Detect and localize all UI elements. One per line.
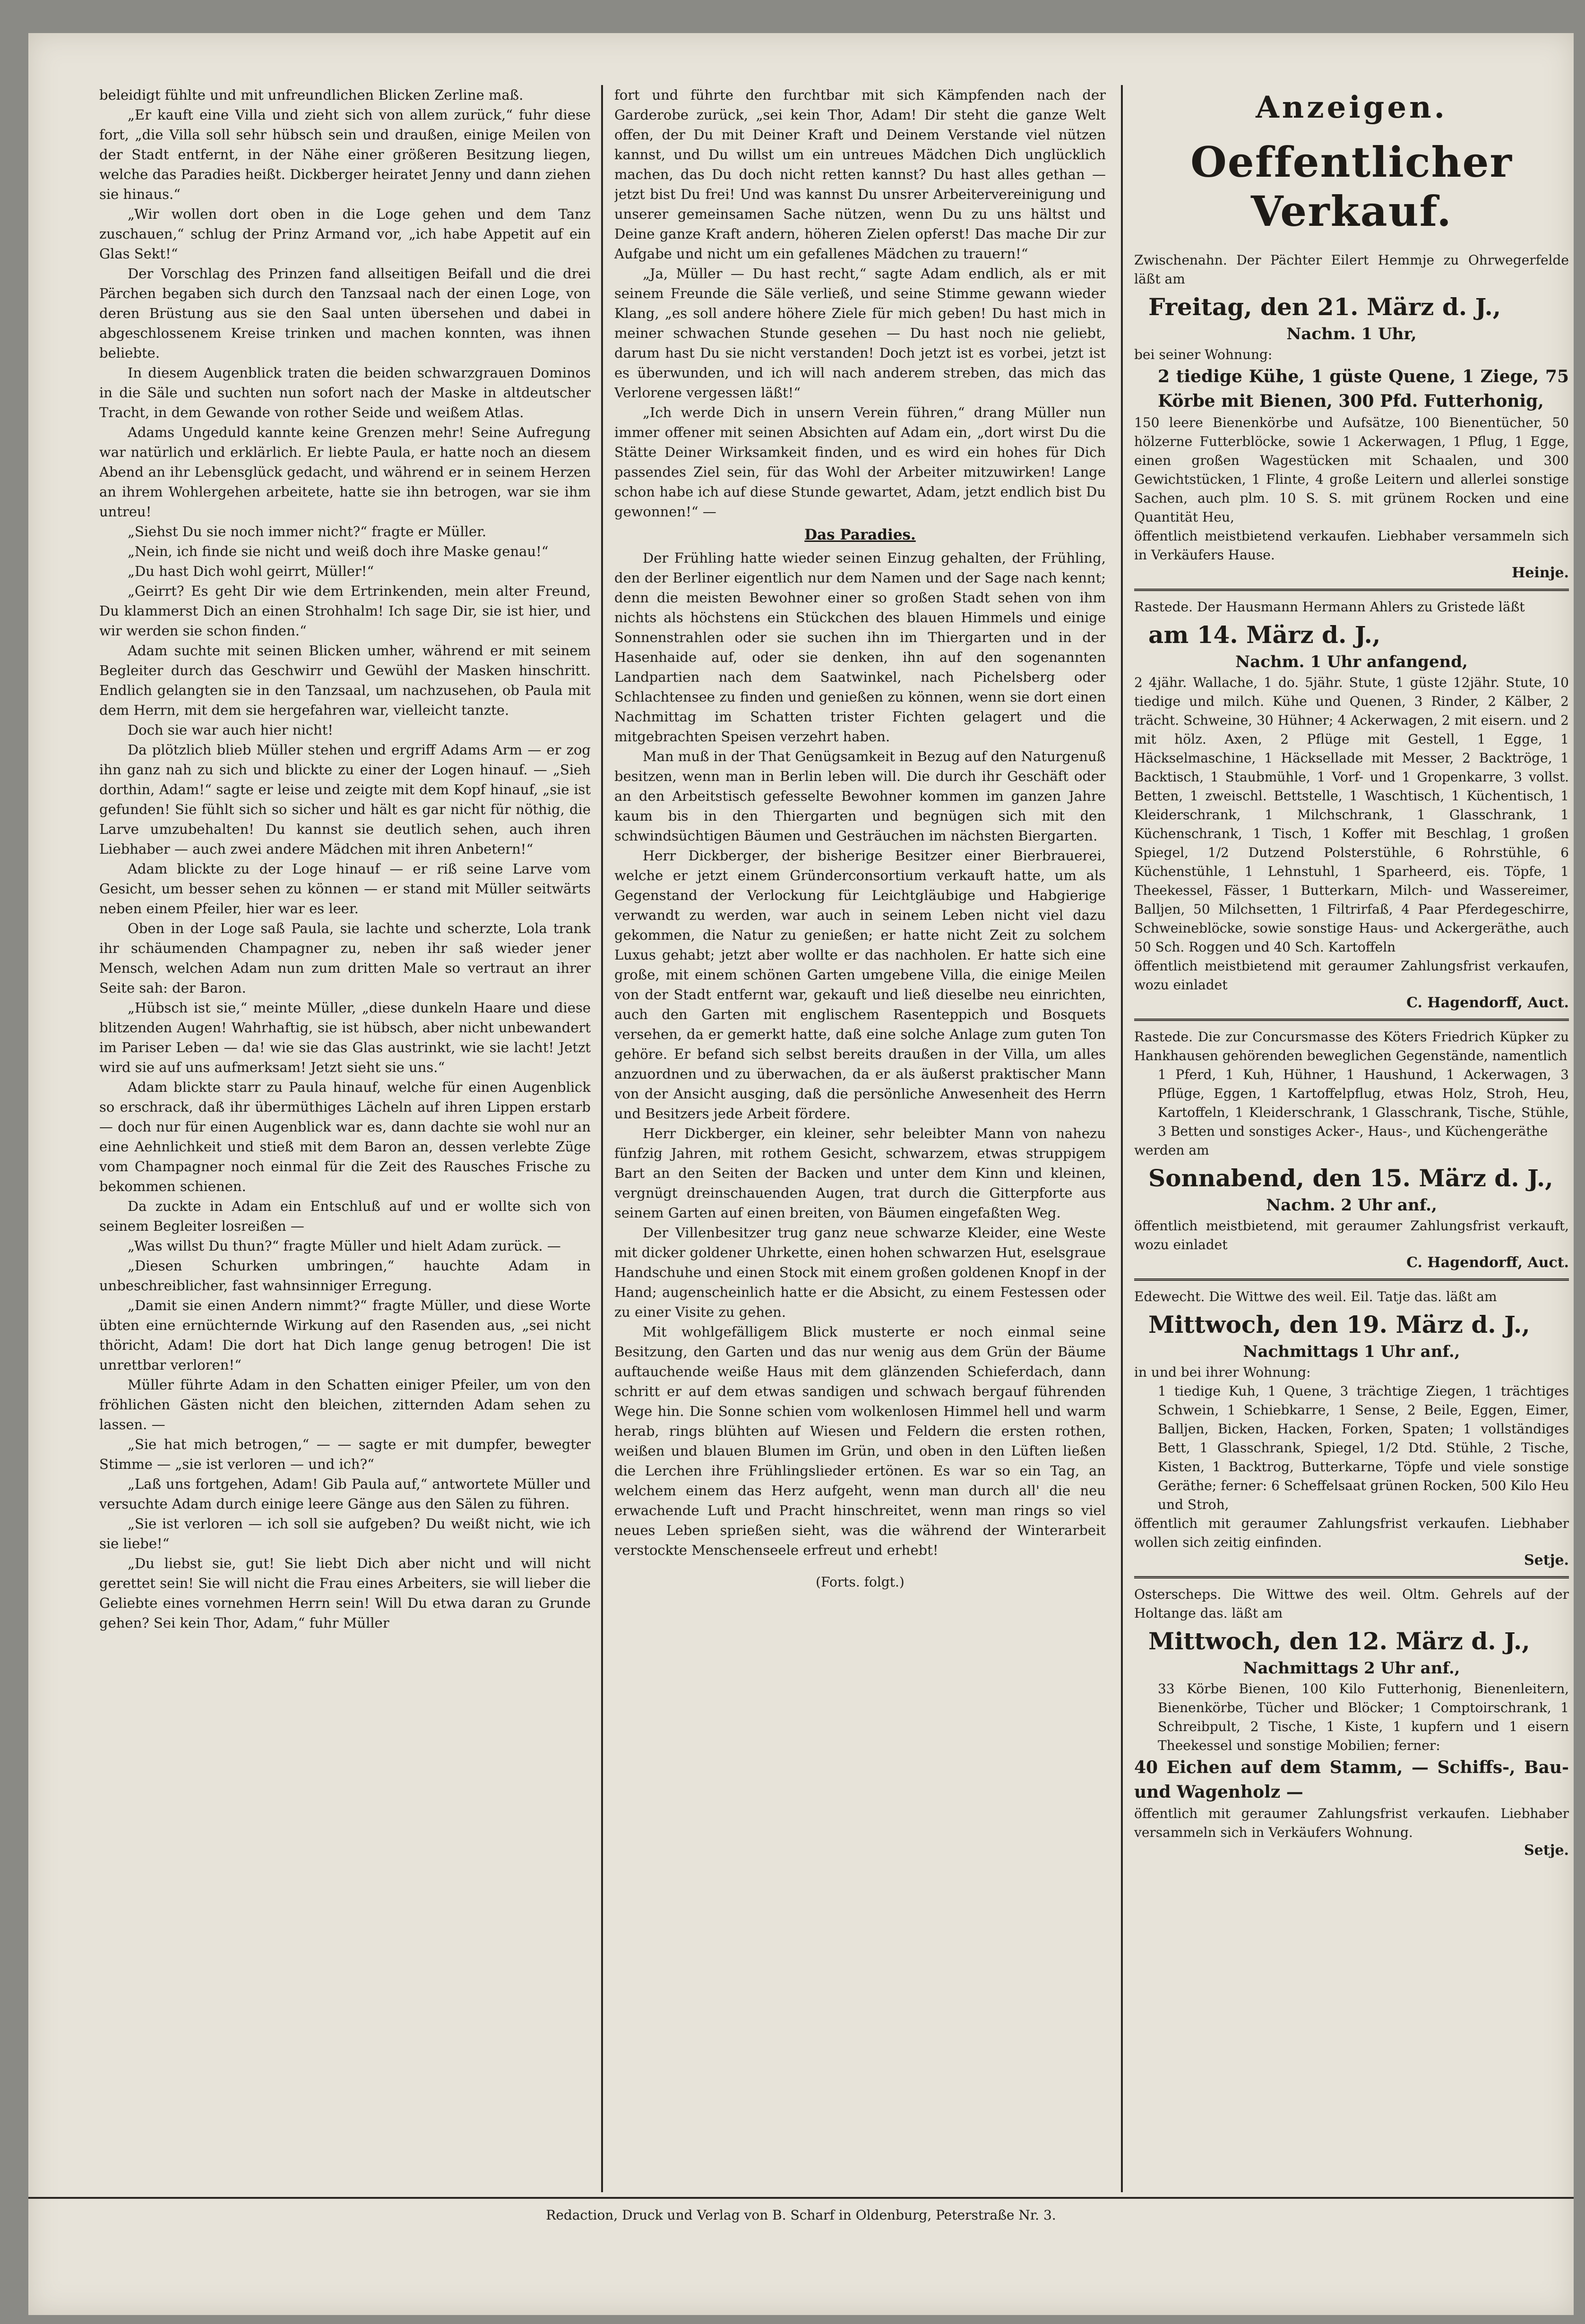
ad-signature: Setje. — [1524, 1552, 1569, 1569]
sale-heading: Oeffentlicher Verkauf. — [1190, 137, 1513, 236]
story-paragraph: Oben in der Loge saß Paula, sie lachte und scherzte, Lola trank ihr schäumenden Champagner zu, neben ihr saß wieder jener Mensch, welchen Adam nun zum dritten Male so vertraut an ihrer Seite sah: der Baron. — [99, 920, 591, 996]
story-paragraph: Müller führte Adam in den Schatten einiger Pfeiler, um von den fröhlichen Gästen nicht den bleichen, zitternden Adam sehen zu lassen. — — [99, 1377, 591, 1432]
story-paragraph: „Ja, Müller — Du hast recht,“ sagte Adam endlich, als er mit seinem Freunde die Säle verließ, und seine Stimme gewann wieder Klang, „es soll andere höhere Ziele für mich geben! Du hast mich in meiner schwachen Stunde gesehen — Du hast noch nie geliebt, darum hast Du sie nicht verstanden! Doch jetzt ist es vorbei, jetzt ist es überwunden, und ich will nach anderem streben, das mich das Verlorene vergessen läßt!“ — [614, 266, 1106, 401]
story-paragraph: Doch sie war auch hier nicht! — [128, 722, 334, 738]
ad-signature: C. Hagendorff, Auct. — [1406, 995, 1569, 1011]
story-paragraph: Der Vorschlag des Prinzen fand allseitigen Beifall und die drei Pärchen begaben sich durch den Tanzsaal nach der einen Loge, von deren Brüstung aus sie den Saal unten übersehen und dabei in abgeschlossenem Kreise trinken und machen konnten, was ihnen beliebte. — [99, 266, 591, 361]
ad-intro: Rastede. Die zur Concursmasse des Köters Friedrich Küpker zu Hankhausen gehörenden beweglichen Gegenstände, namentlich — [1134, 1029, 1569, 1063]
ad-terms: öffentlich meistbietend mit geraumer Zahlungsfrist verkaufen, wozu einladet — [1134, 958, 1569, 993]
ad-date: Freitag, den 21. März d. J., — [1148, 293, 1501, 321]
story-paragraph: Da zuckte in Adam ein Entschluß auf und er wollte sich von seinem Begleiter losreißen — — [99, 1198, 591, 1234]
story-paragraph: „Was willst Du thun?“ fragte Müller und hielt Adam zurück. — — [128, 1238, 561, 1254]
ad-place: in und bei ihrer Wohnung: — [1134, 1364, 1311, 1380]
story-paragraph: „Sie ist verloren — ich soll sie aufgeben? Du weißt nicht, wie ich sie liebe!“ — [99, 1516, 591, 1552]
ad-items: 150 leere Bienenkörbe und Aufsätze, 100 Bienentücher, 50 hölzerne Futterblöcke, sowie 1 Ackerwagen, 1 Pflug, 1 Egge, einen großen Wagestücken mit Schaalen, und 300 Gewichtstücken, 1 Flinte, 4 große Leitern und allerlei sonstige Sachen, auch plm. 10 S. S. mit grünem Rocken und eine Quantität Heu, — [1134, 415, 1569, 525]
story-paragraph: Da plötzlich blieb Müller stehen und ergriff Adams Arm — er zog ihn ganz nah zu sich und blickte zu einer der Logen hinauf. — „Sieh dorthin, Adam!“ sagte er leise und zeigte mit dem Kopf hinauf, „sie ist gefunden! Sie fühlt sich so sicher und hält es gar nicht für nöthig, die Larve umzubehalten! Du kannst sie deutlich sehen, auch ihren Liebhaber — auch zwei andere Mädchen mit ihren Anbetern!“ — [99, 742, 591, 857]
continued-note: (Forts. folgt.) — [816, 1574, 904, 1590]
ad-intro: Zwischenahn. Der Pächter Eilert Hemmje zu Ohrwegerfelde läßt am — [1134, 252, 1569, 287]
ad-items: 1 Pferd, 1 Kuh, Hühner, 1 Haushund, 1 Ackerwagen, 3 Pflüge, Eggen, 1 Kartoffelpflug, etwas Holz, Stroh, Heu, Kartoffeln, 1 Kleiderschrank, 1 Glasschrank, Tische, Stühle, 3 Betten und sonstiges Acker-, Haus-, und Küchengeräthe — [1158, 1067, 1569, 1139]
ad-signature: Setje. — [1524, 1842, 1569, 1859]
ad-intro: Rastede. Der Hausmann Hermann Ahlers zu Gristede läßt — [1134, 599, 1525, 615]
ad-place: bei seiner Wohnung: — [1134, 347, 1273, 362]
story-paragraph: In diesem Augenblick traten die beiden schwarzgrauen Dominos in die Säle und suchten nun sofort nach der Maske in altdeutscher Tracht, in dem Gewande von rother Seide und weißem Atlas. — [99, 365, 591, 420]
ads-column — [1134, 85, 1569, 2202]
story-paragraph: „Geirrt? Es geht Dir wie dem Ertrinkenden, mein alter Freund, Du klammerst Dich an einen Strohhalm! Ich sage Dir, sie ist hier, und wir werden sie schon finden.“ — [99, 583, 591, 639]
ad-date: am 14. März d. J., — [1148, 621, 1381, 649]
ad-items: 33 Körbe Bienen, 100 Kilo Futterhonig, Bienenleitern, Bienenkörbe, Tücher und Blöcker; 1 Comptoirschrank, 1 Schreibpult, 2 Tische, 1 Kiste, 1 kupfern und 1 eisern Theekessel und sonstige Mobilien; ferner: — [1158, 1681, 1569, 1753]
ad-zwischenahn — [1134, 244, 1569, 589]
ad-intro: Edewecht. Die Wittwe des weil. Eil. Tatje das. läßt am — [1134, 1289, 1497, 1304]
imprint-line: Redaction, Druck und Verlag von B. Scharf in Oldenburg, Peterstraße Nr. 3. — [28, 2197, 1574, 2223]
ad-time: Nachmittags 2 Uhr anf., — [1243, 1659, 1460, 1678]
ad-date: Mittwoch, den 19. März d. J., — [1148, 1311, 1530, 1338]
ads-heading: Anzeigen. — [1256, 90, 1447, 125]
ad-time: Nachm. 1 Uhr anfangend, — [1235, 652, 1468, 671]
story-paragraph: beleidigt fühlte und mit unfreundlichen Blicken Zerline maß. — [99, 87, 524, 103]
story-column-middle — [614, 85, 1106, 2192]
story-paragraph: „Diesen Schurken umbringen,“ hauchte Adam in unbeschreiblicher, fast wahnsinniger Erregung. — [99, 1258, 591, 1294]
ad-signature: Heinje. — [1511, 565, 1569, 581]
ad-osterscheps — [1134, 1576, 1569, 1866]
story-paragraph: Man muß in der That Genügsamkeit in Bezug auf den Naturgenuß besitzen, wenn man in Berlin leben will. Die durch ihr Geschäft oder an den Arbeitstisch gefesselte Bewohner kommen im ganzen Jahre kaum bis in den Thiergarten und begnügen sich mit den schwindsüchtigen Bäumen und Gesträuchen im nächsten Biergarten. — [614, 748, 1106, 844]
ad-signature: C. Hagendorff, Auct. — [1406, 1254, 1569, 1271]
ad-terms: öffentlich meistbietend verkaufen. Liebhaber versammeln sich in Verkäufers Hause. — [1134, 528, 1569, 563]
story-paragraph: Der Frühling hatte wieder seinen Einzug gehalten, der Frühling, den der Berliner eigentlich nur dem Namen und der Sage nach kennt; denn die meisten Bewohner einer so großen Stadt sehen von ihm nichts als höchstens ein Stückchen des blauen Himmels und einige Sonnenstrahlen oder sie suchen ihn im Thiergarten und in der Hasenhaide auf, oder sie denken, ihn auf den sogenannten Landpartien nach dem Saatwinkel, nach Pichelsberg oder Schlachtensee zu finden und genießen zu können, wenn sie dort einen Nachmittag im Schatten trister Fichten gelagert und die mitgebrachten Speisen verzehrt haben. — [614, 550, 1106, 745]
ad-time: Nachm. 2 Uhr anf., — [1266, 1196, 1437, 1215]
story-paragraph: „Damit sie einen Andern nimmt?“ fragte Müller, und diese Worte übten eine ernüchternde Wirkung auf den Rasenden aus, „sei nicht thöricht, Adam! Die dort hat Dich lange genug betrogen! Die ist unrettbar verloren!“ — [99, 1297, 591, 1373]
section-title: Das Paradies. — [804, 526, 916, 543]
story-column-left — [99, 85, 591, 2192]
ad-terms: öffentlich mit geraumer Zahlungsfrist verkaufen. Liebhaber versammeln sich in Verkäufers Wohnung. — [1134, 1806, 1569, 1840]
column-rule — [1121, 85, 1123, 2192]
story-paragraph: „Laß uns fortgehen, Adam! Gib Paula auf,“ antwortete Müller und versuchte Adam durch einige leere Gänge aus den Sälen zu führen. — [99, 1476, 591, 1512]
story-paragraph: „Du liebst sie, gut! Sie liebt Dich aber nicht und will nicht gerettet sein! Sie will nicht die Frau eines Arbeiters, sie will lieber die Geliebte eines vornehmen Herrn sein! Will Du etwa daran zu Grunde gehen? Sei kein Thor, Adam,“ fuhr Müller — [99, 1555, 591, 1631]
ad-intro: Osterscheps. Die Wittwe des weil. Oltm. Gehrels auf der Holtange das. läßt am — [1134, 1586, 1569, 1621]
story-paragraph: „Ich werde Dich in unsern Verein führen,“ drang Müller nun immer offener mit seinen Absichten auf Adam ein, „dort wirst Du die Stätte Deiner Wirksamkeit finden, und es wird ein hohes für Dich passendes Ziel sein, für das Wohl der Arbeiter mitzuwirken! Lange schon habe ich auf diese Stunde gewartet, Adam, jetzt endlich bist Du gewonnen!“ — — [614, 404, 1106, 520]
story-paragraph: Herr Dickberger, der bisherige Besitzer einer Bierbrauerei, welche er jetzt einem Gründerconsortium verkauft hatte, um als Gegenstand der Verlockung für Leichtgläubige und Habgierige verwandt zu werden, war auch in seinem Leben nicht viel dazu gekommen, die Natur zu genießen; er hatte nicht Zeit zu solchem Luxus gehabt; jetzt aber wollte er das nachholen. Er hatte sich eine große, mit einem schönen Garten umgebene Villa, die einige Meilen von der Stadt entfernt war, gekauft und ließ dieselbe neu einrichten, auch den Garten mit englischem Rasenteppich und Bosquets versehen, da er gemerkt hatte, daß eine solche Anlage zum guten Ton gehöre. Er befand sich selbst bereits draußen in der Villa, um alles anzuordnen und zu überwachen, da er als äußerst praktischer Mann von der Ansicht ausging, daß die persönliche Anwesenheit des Herrn und Besitzers jede Arbeit fördere. — [614, 848, 1106, 1122]
story-paragraph: „Er kauft eine Villa und zieht sich von allem zurück,“ fuhr diese fort, „die Villa soll sehr hübsch sein und draußen, einige Meilen von der Stadt entfernt, in der Nähe einer größeren Besitzung liegen, welche das Paradies heißt. Dickberger heiratet Jenny und dann ziehen sie hinaus.“ — [99, 107, 591, 202]
ad-items: 1 tiedige Kuh, 1 Quene, 3 trächtige Ziegen, 1 trächtiges Schwein, 1 Schiebkarre, 1 Sense, 2 Beile, Eggen, Eimer, Balljen, Bicken, Hacken, Forken, Spaten; 1 vollständiges Bett, 1 Glasschrank, Spiegel, 1/2 Dtd. Stühle, 2 Tische, Kisten, 1 Backtrog, Butterkarne, Töpfe und viele sonstige Geräthe; ferner: 6 Scheffelsaat grünen Rocken, 500 Kilo Heu und Stroh, — [1158, 1383, 1569, 1512]
story-paragraph: „Hübsch ist sie,“ meinte Müller, „diese dunkeln Haare und diese blitzenden Augen! Wahrhaftig, sie ist hübsch, aber nicht unbewandert im Pariser Leben — da! wie sie das Glas austrinkt, wie sie lacht! Jetzt wird sie auf uns aufmerksam! Jetzt sieht sie uns.“ — [99, 1000, 591, 1075]
ad-time: Nachm. 1 Uhr, — [1286, 325, 1417, 343]
newspaper-page — [28, 33, 1574, 2315]
story-paragraph: Herr Dickberger, ein kleiner, sehr beleibter Mann von nahezu fünfzig Jahren, mit rothem Gesicht, schwarzem, etwas struppigem Bart an den Seiten der Backen und unter dem Kinn und kleinen, vergnügt dreinschauenden Augen, trat durch die Gitterpforte aus seinem Garten auf einen breiten, von Bäumen eingefaßten Weg. — [614, 1125, 1106, 1221]
story-paragraph: „Du hast Dich wohl geirrt, Müller!“ — [128, 563, 374, 579]
story-paragraph: Adams Ungeduld kannte keine Grenzen mehr! Seine Aufregung war natürlich und erklärlich. Er liebte Paula, er hatte noch an diesem Abend an ihr Lebensglück gedacht, und während er in seinem Herzen an ihrem Wohlergehen arbeitete, hatte sie ihn betrogen, war sie ihm untreu! — [99, 424, 591, 520]
ad-terms: öffentlich meistbietend, mit geraumer Zahlungsfrist verkauft, wozu einladet — [1134, 1218, 1569, 1252]
column-rule — [601, 85, 603, 2192]
story-paragraph: Adam suchte mit seinen Blicken umher, während er mit seinem Begleiter durch das Geschwirr und Gewühl der Masken hinschritt. Endlich gelangten sie in den Tanzsaal, um nachzusehen, ob Paula mit dem Herrn, mit dem sie hergefahren war, vielleicht tanzte. — [99, 643, 591, 718]
ad-items: 2 4jähr. Wallache, 1 do. 5jähr. Stute, 1 güste 12jähr. Stute, 10 tiedige und milch. Kühe und Quenen, 3 Rinder, 2 Kälber, 2 trächt. Schweine, 30 Hühner; 4 Ackerwagen, 2 mit eisern. und 2 mit hölz. Axen, 2 Pflüge mit Gestell, 1 Egge, 1 Häckselmaschine, 1 Häcksellade mit Messer, 2 Backtröge, 1 Backtisch, 1 Staubmühle, 1 Vorf- und 1 Gropenkarre, 3 vollst. Betten, 1 zweischl. Bettstelle, 1 Waschtisch, 1 Küchentisch, 1 Kleiderschrank, 1 Milchschrank, 1 Glasschrank, 1 Küchenschrank, 1 Tisch, 1 Koffer mit Beschlag, 1 großen Spiegel, 1/2 Dutzend Polsterstühle, 6 Rohrstühle, 6 Küchenstühle, 1 Lehnstuhl, 1 Sparheerd, eis. Töpfe, 1 Theekessel, Fässer, 1 Butterkarn, Milch- und Wassereimer, Balljen, 50 Milchsetten, 1 Filtrirfaß, 4 Paar Pferdegeschirre, Schweineblöcke, sowie sonstige Haus- und Ackergeräthe, auch 50 Sch. Roggen und 40 Sch. Kartoffeln — [1134, 675, 1569, 955]
story-paragraph: „Nein, ich finde sie nicht und weiß doch ihre Maske genau!“ — [128, 543, 549, 559]
story-paragraph: „Siehst Du sie noch immer nicht?“ fragte er Müller. — [128, 523, 487, 540]
ad-edewecht — [1134, 1278, 1569, 1576]
ad-time: Nachmittags 1 Uhr anf., — [1243, 1342, 1460, 1361]
ad-pre-date: werden am — [1134, 1142, 1209, 1158]
ad-items-highlight: 2 tiedige Kühe, 1 güste Quene, 1 Ziege, 75 Körbe mit Bienen, 300 Pfd. Futterhonig, — [1158, 367, 1569, 411]
story-paragraph: „Wir wollen dort oben in die Loge gehen und dem Tanz zuschauen,“ schlug der Prinz Armand vor, „ich habe Appetit auf ein Glas Sekt!“ — [99, 206, 591, 262]
story-paragraph: Der Villenbesitzer trug ganz neue schwarze Kleider, eine Weste mit dicker goldener Uhrkette, einen hohen schwarzen Hut, eselsgraue Handschuhe und einen Stock mit einem großen goldenen Knopf in der Hand; augenscheinlich hatte er die Absicht, zu einem Festessen oder zu einer Visite zu gehen. — [614, 1225, 1106, 1320]
ad-date: Sonnabend, den 15. März d. J., — [1148, 1164, 1553, 1192]
story-paragraph: Adam blickte starr zu Paula hinauf, welche für einen Augenblick so erschrack, daß ihr übermüthiges Lächeln auf ihren Lippen erstarb — doch nur für einen Augenblick war es, dann dachte sie wohl nur an eine Aehnlichkeit und stieß mit dem Baron an, dessen verlebte Züge vom Champagner noch einmal für die Zeit des Rausches Frische zu bekommen schienen. — [99, 1079, 591, 1194]
ad-rastede-ahlers — [1134, 589, 1569, 1019]
ad-date: Mittwoch, den 12. März d. J., — [1148, 1627, 1530, 1655]
story-paragraph: Mit wohlgefälligem Blick musterte er noch einmal seine Besitzung, den Garten und das nur wenig aus dem Grün der Bäume auftauchende weiße Haus mit dem glänzenden Schieferdach, dann schritt er auf dem etwas sandigen und schwach bergauf führenden Wege hin. Die Sonne schien vom wolkenlosen Himmel hell und warm herab, rings blühten auf Wiesen und Feldern die ersten rothen, weißen und blauen Blumen im Grün, und oben in den Lüften ließen die Lerchen ihre Frühlingslieder ertönen. Es war so ein Tag, an welchem einem das Herz aufgeht, wenn man durch all' die neu erwachende Luft und Pracht hinschreitet, wenn man rings so viel neues Leben sprießen sieht, was die während der Winterarbeit verstockte Menschenseele erfreut und erhebt! — [614, 1324, 1106, 1558]
ad-terms: öffentlich mit geraumer Zahlungsfrist verkaufen. Liebhaber wollen sich zeitig einfinden. — [1134, 1516, 1569, 1550]
story-paragraph: fort und führte den furchtbar mit sich Kämpfenden nach der Garderobe zurück, „sei kein Thor, Adam! Dir steht die ganze Welt offen, der Du mit Deiner Kraft und Deinem Verstande viel nützen kannst, und Du willst um ein untreues Mädchen Dich unglücklich machen, das Du doch nicht retten kannst? Du hast alles gethan — jetzt bist Du frei! Und was kannst Du unsrer Arbeitervereinigung und unserer gemeinsamen Sache nützen, wenn Du zu uns hältst und Deine ganze Kraft andern, höheren Zielen opferst! Das mache Dir zur Aufgabe und nicht um ein gefallenes Mädchen zu trauern!“ — [614, 87, 1106, 262]
ad-items-highlight: 40 Eichen auf dem Stamm, — Schiffs-, Bau- und Wagenholz — — [1134, 1758, 1569, 1802]
story-paragraph: Adam blickte zu der Loge hinauf — er riß seine Larve vom Gesicht, um besser sehen zu können — er stand mit Müller seitwärts neben einem Pfeiler, hier war es leer. — [99, 861, 591, 917]
ad-rastede-kuepker — [1134, 1019, 1569, 1278]
story-paragraph: „Sie hat mich betrogen,“ — — sagte er mit dumpfer, bewegter Stimme — „sie ist verloren — und ich?“ — [99, 1436, 591, 1472]
